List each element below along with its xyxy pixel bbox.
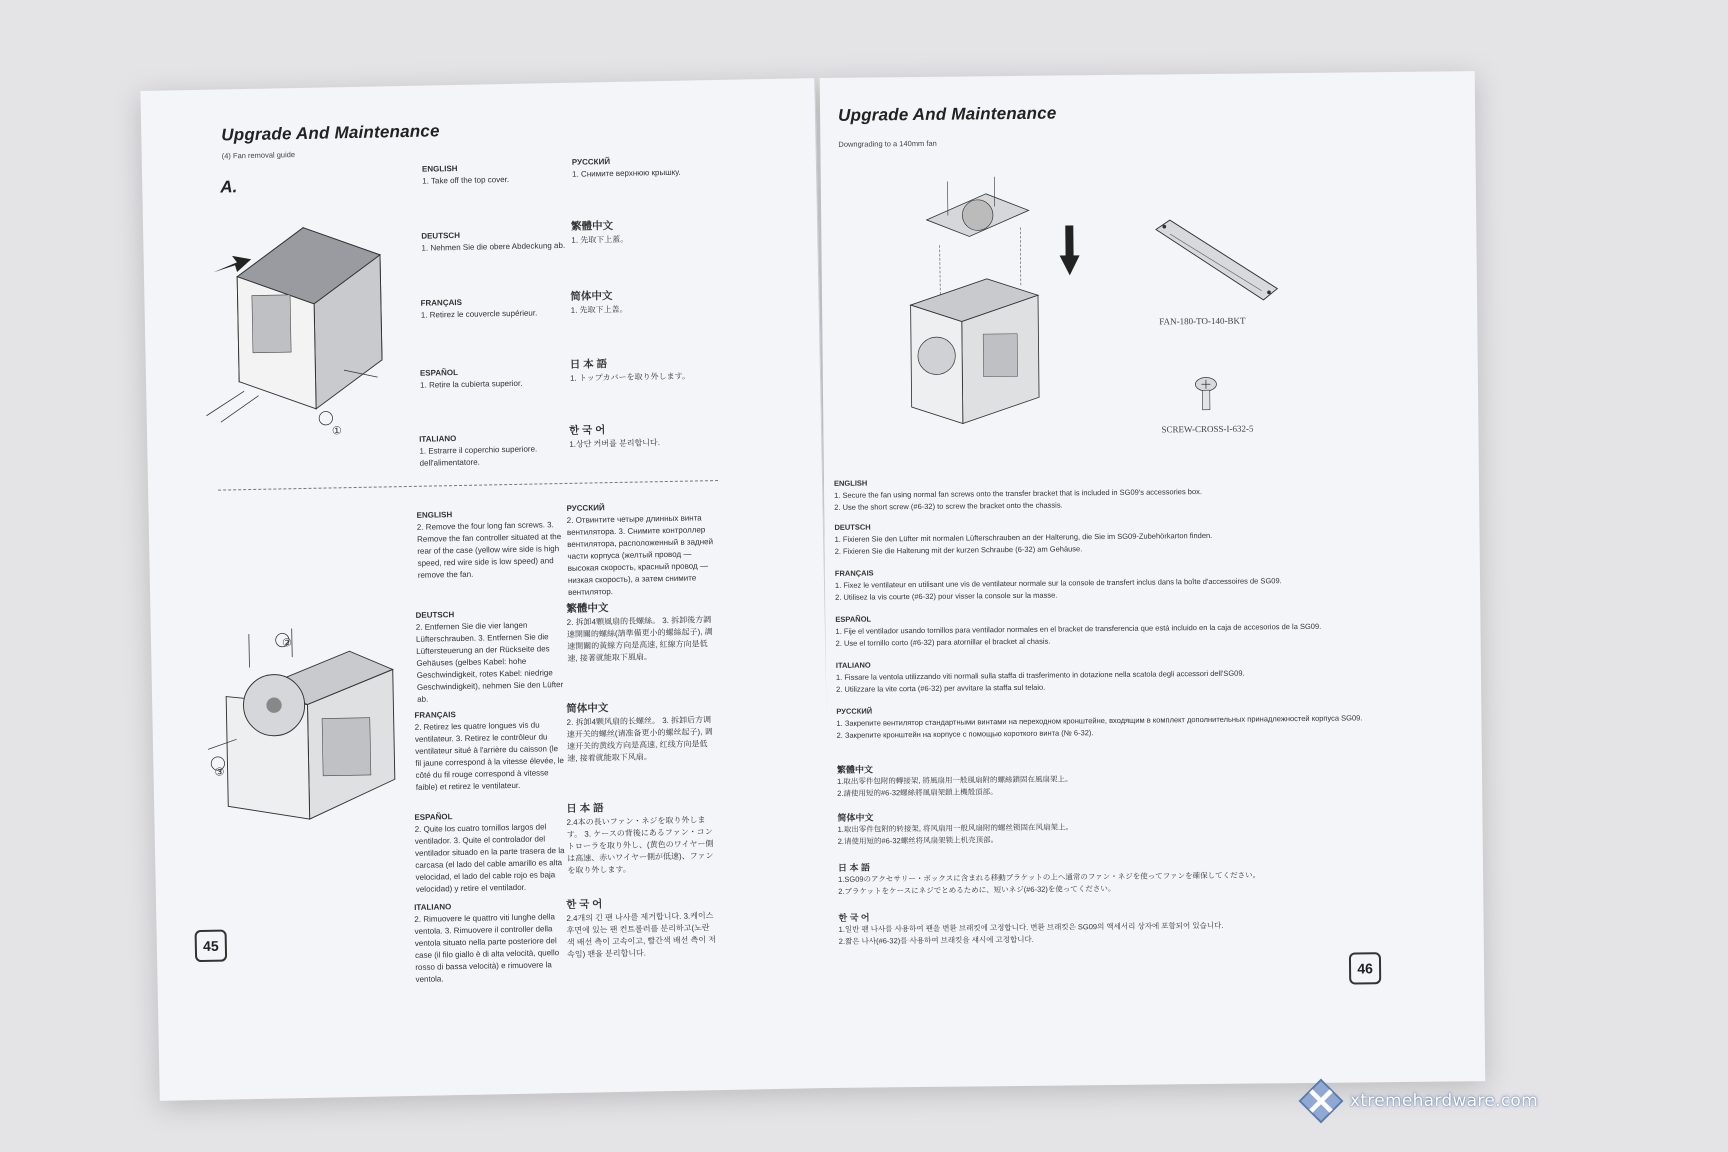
left-page-subheading: (4) Fan removal guide [221,150,296,161]
lang-title: ENGLISH [421,163,458,174]
site-watermark [1298,1078,1538,1124]
lang-block-trad-chinese-top [571,218,731,247]
lang-block-simp-chinese-bottom [566,700,717,765]
section-line: 1. Fije el ventilador usando tornillos para ventilador normales en el bracket de transferencia que está incluido en la caja de accesorios de la SG09. [835,621,1322,636]
section-title: ITALIANO [835,660,871,670]
bracket-part-label: FAN-180-TO-140-BKT [1159,315,1246,327]
lang-block-spanish-top [420,365,580,392]
section-line: 2.ブラケットをケースにネジでとめるために、短いネジ(#6-32)を使ってください。 [838,883,1116,896]
lang-block-english-bottom [417,507,568,582]
lang-body: 2. Remove the four long fan screws. 3. Remove the fan controller situated at the rear of the case (yellow wire side is high speed, red wire side is low speed) and remove the fan. [416,520,562,580]
screw-part-label: SCREW-CROSS-I-632-5 [1161,423,1254,435]
lang-title: FRANÇAIS [414,710,456,720]
right-section-trad-chinese [837,758,1417,800]
lang-block-french-top [420,295,580,322]
section-divider [218,480,718,491]
lang-title: FRANÇAIS [420,297,462,308]
section-title: 日 本 語 [837,862,871,873]
lang-title: ITALIANO [419,434,457,444]
watermark-text: xtremehardware.com [1349,1091,1538,1111]
lang-block-simp-chinese-top [570,288,730,317]
lang-body: 1. 先取下上蓋。 [571,234,629,245]
section-line: 1. Fissare la ventola utilizzando viti normali sulla staffa di trasferimento in dotazione nella scatola degli accessori dell'SG09. [835,668,1245,682]
right-section-japanese [838,856,1418,898]
lang-block-italian-top [419,431,580,470]
right-section-korean [838,906,1418,948]
lang-body: 1. Retire la cubierta superior. [420,378,523,390]
lang-block-korean-bottom [566,896,717,961]
right-page [820,71,1486,1088]
lang-title: DEUTSCH [421,230,461,241]
callout-2: ② [281,637,293,650]
section-line: 2.짧은 나사(#6-32)를 사용하여 브래킷을 섀시에 고정합니다. [838,934,1034,946]
section-line: 2. Utilizzare la vite corta (#6-32) per avvitare la staffa sul telaio. [836,682,1046,694]
section-title: 한 국 어 [838,912,870,923]
right-section-english [834,472,1414,514]
lang-body: 2.4本の長いファン・ネジを取り外します。 3. ケースの背後にあるファン・コントローラを取り外し、(黄色のワイヤー側は高速、赤いワイヤー側が低速)、ファンを取り外します。 [566,815,714,875]
left-page-heading: Upgrade And Maintenance [221,121,440,145]
section-letter: A. [220,177,238,197]
section-line: 1.取出零件包附的转接架, 将风扇用一般风扇附的螺丝锁固在风扇架上。 [837,822,1074,834]
section-line: 2. Fixieren Sie die Halterung mit der kurzen Schraube (6-32) am Gehäuse. [834,544,1083,556]
section-line: 1.일반 팬 나사를 사용하여 팬을 변환 브래킷에 고정합니다. 변환 브래킷은 SG09의 액세서리 상자에 포함되어 있습니다. [838,920,1224,934]
fan-downgrade-illustration [901,153,1074,455]
lang-block-german-top [421,228,581,255]
case-top-cover-illustration [198,216,412,440]
lang-body: 2. Rimuovere le quattro viti lunghe della ventola. 3. Rimuovere il controller della ventola situato nella parte posteriore del case (il filo giallo è di alta velocità, quello rosso di bassa velocità) e rimuovere la ventola. [414,912,560,984]
lang-block-trad-chinese-bottom [566,600,717,665]
lang-block-spanish-bottom [414,809,566,896]
lang-block-english-top [422,161,582,188]
lang-body: 2. Отвинтите четыре длинных винта вентилятора. 3. Снимите контроллер вентилятора, расположенный в задней части корпуса (желтый провод — высокая скорость, красный провод — низкая скорость), а затем снимите вентилятор. [566,513,714,597]
section-line: 2.请使用短的#6-32螺丝将风扇架锁上机壳顶部。 [837,835,999,846]
lang-body: 2. Retirez les quatre longues vis du ventilateur. 3. Retirez le contrôleur du ventilateur situé à l'arrière du caisson (le fil jaune correspond à la vitesse élevée, le côté du fil rouge correspond à vitesse faible) et retirez le ventilateur. [414,720,564,792]
lang-body: 1.상단 커버를 분리합니다. [569,438,660,449]
fan-removal-illustration [206,626,420,850]
lang-title: 繁體中文 [566,602,609,615]
lang-title: ITALIANO [414,902,452,912]
section-line: 1.取出零件包附的轉接架, 將風扇用一般風扇附的螺絲鎖固在風扇架上。 [837,774,1073,786]
section-line: 1. Fixez le ventilateur en utilisant une vis de ventilateur normale sur la console de transfert inclus dans la boîte d'accessoires de SG09. [834,576,1282,590]
lang-body: 1. トップカバーを取り外します。 [569,371,691,383]
lang-body: 1. Estrarre il coperchio superiore. dell'alimentatore. [419,444,538,468]
lang-body: 2. Quite los cuatro tornillos largos del ventilador. 3. Quite el controlador del ventilador situado en la parte trasera de la carcasa (el lado del cable amarillo es alta velocidad, el lado del cable rojo es baja velocidad) y retire el ventilador. [414,822,565,894]
lang-body: 2.4개의 긴 팬 나사를 제거합니다. 3.케이스 후면에 있는 팬 컨트롤러를 분리하고(노란색 배선 측이 고속이고, 빨간색 배선 측이 저속임) 팬을 분리합니다. [566,911,717,960]
lang-block-russian-top [572,154,732,181]
bracket-part-illustration [1151,213,1282,309]
lang-body: 1. Take off the top cover. [422,174,510,186]
lang-block-japanese-top [570,356,730,385]
callout-3: ③ [214,766,225,779]
lang-title: ENGLISH [416,510,453,520]
section-line: 1. Secure the fan using normal fan screws onto the transfer bracket that is included in SG09's accessories box. [834,487,1202,500]
lang-title: 한 국 어 [568,424,606,437]
lang-block-russian-bottom [566,500,718,599]
lang-block-korean-top [569,422,729,451]
lang-body: 1. Nehmen Sie die obere Abdeckung ab. [421,240,566,253]
manual-spread [150,78,1480,1088]
lang-block-italian-bottom [414,899,566,986]
lang-title: РУССКИЙ [566,503,605,513]
right-section-simp-chinese [837,806,1417,848]
lang-title: 日 本 語 [569,358,608,371]
lang-block-japanese-bottom [566,800,717,877]
right-page-subheading: Downgrading to a 140mm fan [838,138,937,149]
page-number-left: 45 [195,930,228,963]
screw-part-illustration [1191,374,1221,414]
xtremehardware-logo-icon [1298,1078,1344,1124]
lang-body: 2. Entfernen Sie die vier langen Lüfterschrauben. 3. Entfernen Sie die Lüftersteuerung an der Rückseite des Gehäuses (gelbes Kabel: hohe Geschwindigkeit, rotes Kabel: niedrige Geschwindigkeit), nehmen Sie den Lüfter ab. [415,620,564,704]
right-section-german [834,516,1414,558]
right-section-spanish [835,608,1415,650]
section-line: 1. Fixieren Sie den Lüfter mit normalen Lüfterschrauben an der Halterung, die Sie im SG09-Zubehörkarton finden. [834,530,1213,544]
lang-block-french-bottom [414,707,566,794]
down-arrow-icon [1059,225,1080,275]
lang-title: ESPAÑOL [419,368,459,378]
lang-title: РУССКИЙ [571,157,611,167]
section-title: ENGLISH [833,478,868,488]
page-number-right: 46 [1349,952,1381,984]
section-line: 2. Закрепите кронштейн на корпусе с помощью короткого винта (№ 6-32). [836,728,1094,740]
section-title: ESPAÑOL [835,614,872,624]
lang-block-german-bottom [415,607,567,706]
lang-title: 한 국 어 [566,898,603,912]
lang-title: 繁體中文 [571,220,614,233]
lang-title: ESPAÑOL [414,812,453,822]
section-title: 繁體中文 [836,764,874,775]
lang-title: 简体中文 [570,290,613,303]
section-line: 2. Use the short screw (#6-32) to screw the bracket onto the chassis. [834,500,1063,512]
section-line: 1.SG09のアクセサリー・ボックスに含まれる移動ブラケットの上へ通常のファン・ネジを使ってファンを確保してください。 [838,870,1261,884]
right-section-french [835,562,1415,604]
callout-1: ① [331,425,342,438]
lang-title: 简体中文 [566,702,609,715]
section-title: РУССКИЙ [836,706,873,716]
lang-body: 1. Снимите верхнюю крышку. [572,167,681,179]
section-line: 2.請使用短的#6-32螺絲將風扇架鎖上機殼頂部。 [837,787,998,798]
section-title: 简体中文 [837,812,874,823]
section-line: 2. Utilisez la vis courte (#6-32) pour visser la console sur la masse. [835,590,1058,602]
lang-body: 1. 先取下上盖。 [570,304,628,315]
lang-title: 日 本 語 [566,802,604,816]
right-section-italian [836,654,1416,696]
section-line: 1. Закрепите вентилятор стандартными винтами на переходном кронштейне, входящим в комплект дополнительных принадлежностей корпуса SG09. [836,713,1363,728]
lang-body: 1. Retirez le couvercle supérieur. [420,308,538,320]
lang-body: 2. 拆卸4颗风扇的长螺丝。 3. 拆卸后方调速开关的螺丝(请准备更小的螺丝起子), 调速开关的黄线方向是高速, 红线方向是低速, 接着就能取下风扇。 [566,715,713,763]
left-page [140,78,834,1101]
lang-title: DEUTSCH [415,610,455,620]
section-line: 2. Use el tornillo corto (#6-32) para atornillar el bracket al chasis. [835,636,1051,648]
lang-body: 2. 拆卸4顆風扇的長螺絲。 3. 拆卸後方調速開關的螺絲(請準備更小的螺絲起子), 調速開關的黃線方向是高速, 紅線方向是低速, 接著就能取下風扇。 [566,615,713,663]
section-title: FRANÇAIS [834,568,874,578]
section-title: DEUTSCH [834,522,871,532]
right-section-russian [836,700,1416,742]
right-page-heading: Upgrade And Maintenance [838,103,1057,125]
